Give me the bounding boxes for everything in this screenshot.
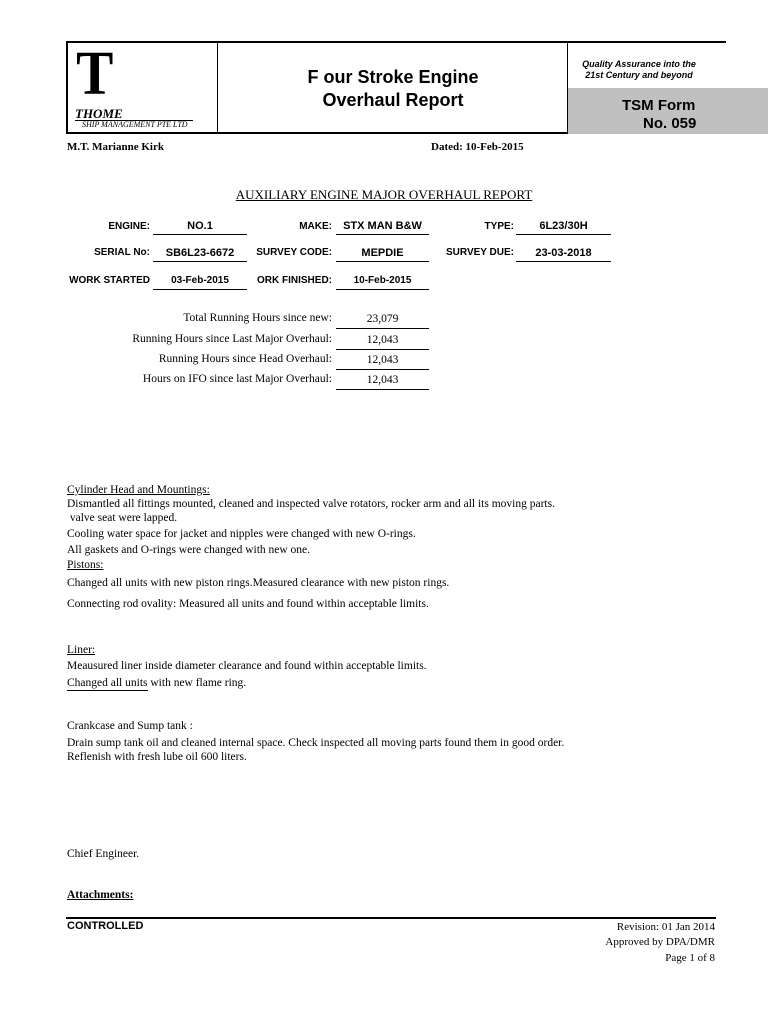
body-line: Drain sump tank oil and cleaned internal space. Check inspected all moving parts found them in good order. [67, 737, 565, 749]
chief-engineer-signature: Chief Engineer. [67, 848, 140, 860]
cylinder-head-heading: Cylinder Head and Mountings: [67, 484, 210, 496]
hours-label: Running Hours since Last Major Overhaul: [132, 333, 332, 345]
engine-label: ENGINE: [108, 221, 150, 232]
liner-heading: Liner: [67, 644, 96, 656]
liner-flame-ring-text: with new flame ring. [147, 677, 247, 689]
make-value: STX MAN B&W [336, 219, 429, 235]
pistons-heading: Pistons: [67, 559, 104, 571]
survey-code-value: MEPDIE [336, 246, 429, 262]
form-name: TSM Form [622, 97, 696, 114]
work-finished-label: ORK FINISHED: [257, 275, 332, 286]
hours-label: Running Hours since Head Overhaul: [158, 353, 332, 365]
approved-text: Approved by DPA/DMR [605, 936, 715, 948]
page-number: Page 1 of 8 [665, 952, 715, 964]
document-heading: AUXILIARY ENGINE MAJOR OVERHAUL REPORT [235, 187, 533, 202]
hours-label: Hours on IFO since last Major Overhaul: [142, 373, 332, 385]
work-started-value: 03-Feb-2015 [153, 274, 247, 290]
survey-due-value: 23-03-2018 [516, 246, 611, 262]
report-title-line1: F our Stroke Engine [307, 67, 479, 87]
body-line: Connecting rod ovality: Measured all units and found within acceptable limits. [67, 598, 429, 610]
body-line: Cooling water space for jacket and nipples were changed with new O-rings. [67, 528, 416, 540]
hours-value: 23,079 [336, 311, 429, 329]
company-subtitle: SHIP MANAGEMENT PTE LTD [82, 120, 188, 129]
serial-value: SB6L23-6672 [153, 246, 247, 262]
hours-value: 12,043 [336, 372, 429, 390]
company-name: THOME [75, 106, 123, 121]
hours-label: Total Running Hours since new: [183, 312, 332, 324]
revision-text: Revision: 01 Jan 2014 [616, 921, 715, 933]
report-title-line2: Overhaul Report [322, 90, 464, 110]
body-line: valve seat were lapped. [67, 512, 178, 524]
body-line: Changed all units with new piston rings.Measured clearance with new piston rings. [67, 577, 450, 589]
footer-rule [66, 917, 716, 919]
company-logo-icon: T [76, 40, 114, 108]
type-label: TYPE: [484, 221, 514, 232]
report-date: Dated: 10-Feb-2015 [431, 141, 524, 153]
quality-tagline-line1: Quality Assurance into the [582, 59, 696, 69]
hours-value: 12,043 [336, 352, 429, 370]
form-number: No. 059 [643, 115, 697, 132]
vessel-name: M.T. Marianne Kirk [67, 141, 164, 153]
engine-value: NO.1 [153, 219, 247, 235]
body-line [67, 677, 246, 689]
work-finished-value: 10-Feb-2015 [336, 274, 429, 290]
work-started-label: WORK STARTED [69, 275, 150, 286]
controlled-label: CONTROLLED [67, 920, 144, 932]
body-line: All gaskets and O-rings were changed with new one. [67, 544, 311, 556]
body-line: Dismantled all fittings mounted, cleaned and inspected valve rotators, rocker arm and all its moving parts. [67, 498, 555, 510]
quality-tagline-line2: 21st Century and beyond [585, 70, 693, 80]
body-line: Meausured liner inside diameter clearance and found within acceptable limits. [67, 660, 427, 672]
survey-code-label: SURVEY CODE: [256, 247, 332, 258]
liner-changed-text: Changed all units [67, 677, 148, 689]
serial-label: SERIAL No: [94, 247, 150, 258]
type-value: 6L23/30H [516, 219, 611, 235]
hours-value: 12,043 [336, 332, 429, 350]
crankcase-heading: Crankcase and Sump tank : [67, 720, 193, 732]
attachments-heading: Attachments: [67, 889, 134, 901]
logo-underline [75, 120, 193, 121]
survey-due-label: SURVEY DUE: [446, 247, 514, 258]
body-line: Reflenish with fresh lube oil 600 liters. [67, 751, 247, 763]
make-label: MAKE: [299, 221, 332, 232]
